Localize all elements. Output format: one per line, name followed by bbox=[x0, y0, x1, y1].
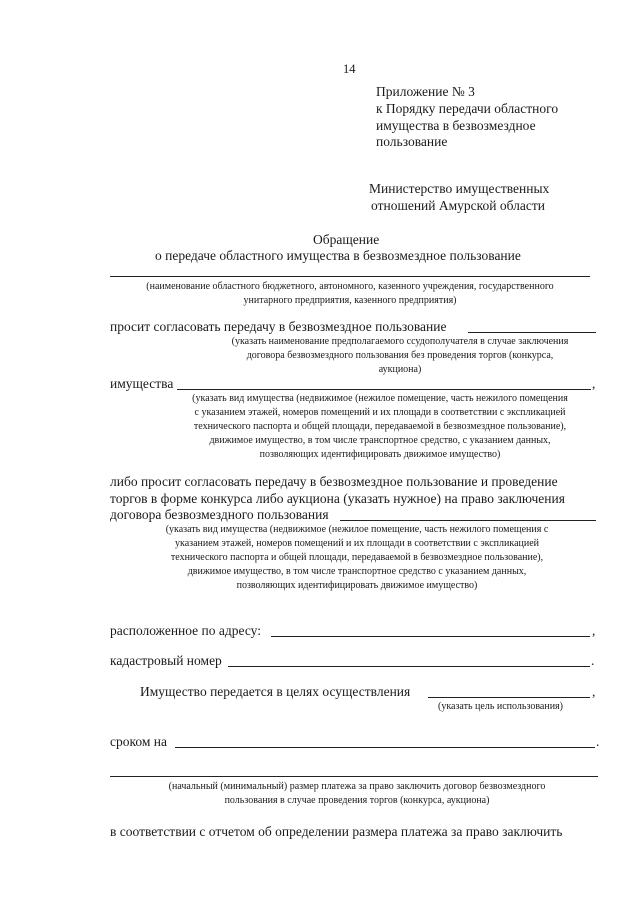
hint-line: (указать вид имущества (недвижимое (нежилое помещение, часть нежилого помещения bbox=[192, 393, 568, 404]
alt-request-line: договора безвозмездного пользования bbox=[110, 507, 329, 522]
addressee-line: отношений Амурской области bbox=[371, 198, 546, 213]
payment-field[interactable] bbox=[110, 776, 598, 777]
hint-line: договора безвозмездного пользования без проведения торгов (конкурса, bbox=[246, 350, 554, 361]
hint-line: (начальный (минимальный) размер платежа за право заключить договор безвозмездного bbox=[168, 781, 546, 792]
hint-line: позволяющих идентифицировать движимое имущество) bbox=[236, 580, 478, 591]
alt-property-hint bbox=[112, 523, 602, 593]
hint-line: (указать вид имущества (недвижимое (нежилое помещение, часть нежилого помещения с bbox=[165, 524, 549, 535]
hint-line: движимое имущество, в том числе транспортное средство с указанием данных, bbox=[187, 566, 527, 577]
address-field[interactable] bbox=[271, 636, 590, 637]
comma: , bbox=[592, 623, 596, 638]
hint-line: (указать наименование предполагаемого ссудополучателя в случае заключения bbox=[231, 336, 569, 347]
alt-request-line: торгов в форме конкурса либо аукциона (указать нужное) на право заключения bbox=[110, 491, 565, 506]
organization-field[interactable] bbox=[110, 276, 590, 277]
address-label: расположенное по адресу: bbox=[110, 623, 261, 638]
addressee-line: Министерство имущественных bbox=[369, 181, 550, 196]
property-label: имущества bbox=[110, 376, 174, 391]
alt-property-field[interactable] bbox=[340, 520, 596, 521]
hint-line: технического паспорта и общей площади, передаваемой в безвозмездное пользование), bbox=[193, 421, 567, 432]
appendix-line: имущества в безвозмездное bbox=[376, 118, 536, 133]
comma: , bbox=[592, 376, 596, 391]
appendix-line: пользование bbox=[376, 134, 448, 149]
final-line: в соответствии с отчетом об определении размера платежа за право заключить bbox=[110, 824, 563, 839]
purpose-field[interactable] bbox=[428, 697, 590, 698]
document-title: Обращение bbox=[313, 232, 380, 247]
request-text: просит согласовать передачу в безвозмездное пользование bbox=[110, 319, 447, 334]
term-label: сроком на bbox=[110, 734, 167, 749]
period: . bbox=[591, 653, 595, 668]
document-subtitle: о передаче областного имущества в безвозмездное пользование bbox=[155, 248, 521, 263]
hint-line: унитарного предприятия, казенного предприятия) bbox=[243, 295, 457, 306]
page-number: 14 bbox=[343, 62, 356, 76]
borrower-hint bbox=[200, 335, 600, 377]
hint-line: движимое имущество, в том числе транспортное средство, с указанием данных, bbox=[209, 435, 551, 446]
comma: , bbox=[592, 684, 596, 699]
cadastral-label: кадастровый номер bbox=[110, 653, 222, 668]
term-field[interactable] bbox=[175, 747, 595, 748]
property-field[interactable] bbox=[177, 389, 591, 390]
organization-hint bbox=[110, 280, 590, 308]
hint-line: пользования в случае проведения торгов (конкурса, аукциона) bbox=[224, 795, 490, 806]
property-hint bbox=[160, 392, 600, 462]
hint-line: аукциона) bbox=[378, 364, 422, 375]
alt-request-line: либо просит согласовать передачу в безвозмездное пользование и проведение bbox=[110, 474, 558, 489]
hint-line: указанием этажей, номеров помещений и их площади в соответствии с экспликацией bbox=[174, 538, 540, 549]
hint-line: с указанием этажей, номеров помещений и их площади в соответствии с экспликацией bbox=[194, 407, 566, 418]
appendix-line: Приложение № 3 bbox=[376, 84, 475, 99]
purpose-hint: (указать цель использования) bbox=[438, 701, 563, 712]
hint-line: (наименование областного бюджетного, автономного, казенного учреждения, государственного bbox=[146, 281, 554, 292]
hint-line: технического паспорта и общей площади, передаваемой в безвозмездное пользование), bbox=[170, 552, 544, 563]
purpose-label: Имущество передается в целях осуществления bbox=[140, 684, 411, 699]
period: . bbox=[596, 734, 600, 749]
hint-line: позволяющих идентифицировать движимое имущество) bbox=[259, 449, 501, 460]
borrower-field[interactable] bbox=[468, 332, 596, 333]
payment-hint bbox=[112, 780, 602, 808]
appendix-line: к Порядку передачи областного bbox=[376, 101, 559, 116]
cadastral-field[interactable] bbox=[228, 666, 590, 667]
